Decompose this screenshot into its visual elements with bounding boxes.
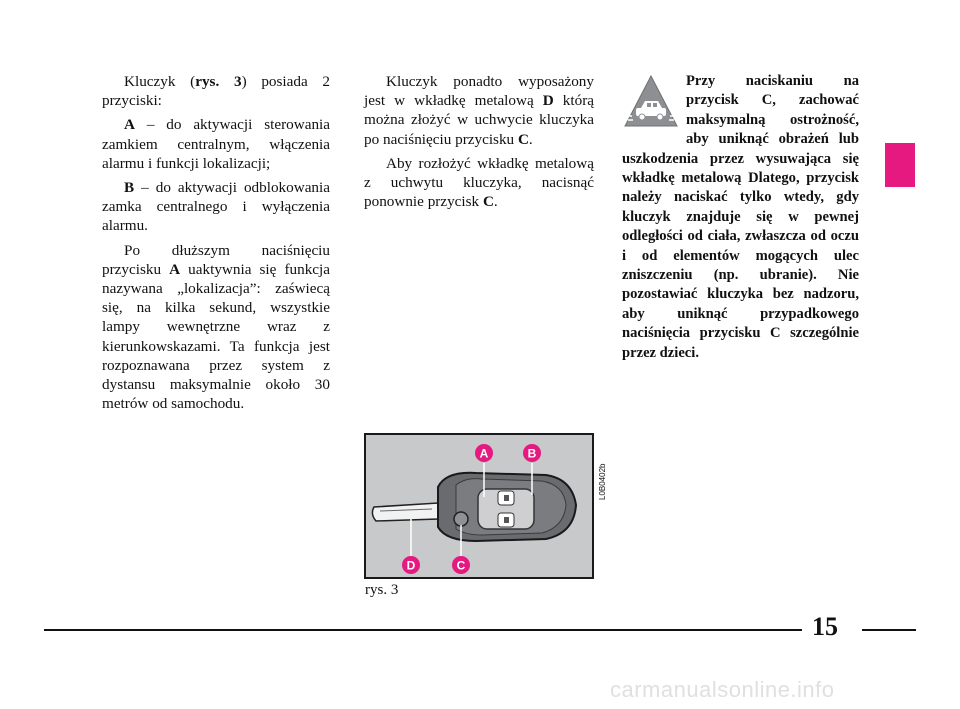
watermark: carmanualsonline.info [610,677,835,702]
text: Kluczyk ponadto wyposażony jest w wkładkę metalową [364,73,594,110]
svg-text:C: C [456,558,466,573]
footer-rule-right [862,629,916,631]
paragraph [364,72,594,149]
key-label: C [517,130,529,148]
paragraph [102,178,330,236]
text: ) posiada 2 przyciski: [102,73,331,110]
warning-text: Przy naciskaniu na przycisk C, zachować maksymalną ostrożność, aby uniknąć obrażeń lub uszkodzenia przez wysuwająca się wkładkę metalową Dlatego, przycisk należy naciskać tylko wtedy, gdy kluczyk znajduje się w pewnej odległości od ciała, zwłaszcza od oczu i od elementów mogących ulec zniszczeniu (np. ubranie). Nie pozostawiać kluczyka bez nadzoru, aby uniknąć przypadkowego naciśnięcia przycisku C szczególnie przez dzieci. [622,73,859,361]
text-column-2 [364,72,594,216]
page-number: 15 [812,612,838,641]
svg-text:D: D [406,558,416,573]
label-b [523,444,541,462]
warning-car-icon [622,72,680,130]
key-label: C [482,193,494,211]
key-label: A [169,260,181,278]
text: Kluczyk ( [124,73,196,90]
figure-code: L0B0402b [598,463,607,500]
svg-text:B: B [527,446,537,461]
warning-box [622,72,859,363]
figure-caption: rys. 3 [365,582,399,598]
key-label: B [124,179,135,197]
key-figure [364,433,594,579]
text: – do aktywacji sterowania zamkiem centralnym, włączenia alarmu i funkcji lokalizacji; [102,116,330,172]
svg-text:A: A [479,446,489,461]
label-c [452,556,470,574]
text: uaktywnia się funkcja nazywana „lokalizacja”: zaświecą się, na kilka sekund, wszystkie lampy wewnętrzne wraz z kierunkowskazami. Ta funkcja jest rozpoznawana przez system z dystansu maksymalnie około 30 metrów od samochodu. [102,260,330,413]
text: . [493,193,498,211]
figure-reference: rys. 3 [195,73,242,90]
label-a [475,444,493,462]
paragraph [102,115,330,173]
key-label: D [542,92,554,110]
paragraph [102,72,330,110]
paragraph [364,154,594,212]
key-illustration [366,435,592,577]
text: którą można złożyć w uchwycie kluczyka po naciśnięciu przycisku [364,92,594,148]
text: Po dłuższym naciśnięciu przycisku [102,241,330,278]
key-label: A [124,116,135,134]
paragraph [102,241,330,414]
footer-rule-left [44,629,802,631]
text-column-1 [102,72,330,418]
text: – do aktywacji odblokowania zamka centralnego i wyłączenia alarmu. [102,179,330,235]
label-d [402,556,420,574]
text: Aby rozłożyć wkładkę metalową z uchwytu kluczyka, nacisnąć ponownie przycisk [364,154,594,211]
text: . [528,130,533,148]
section-tab [885,143,915,187]
